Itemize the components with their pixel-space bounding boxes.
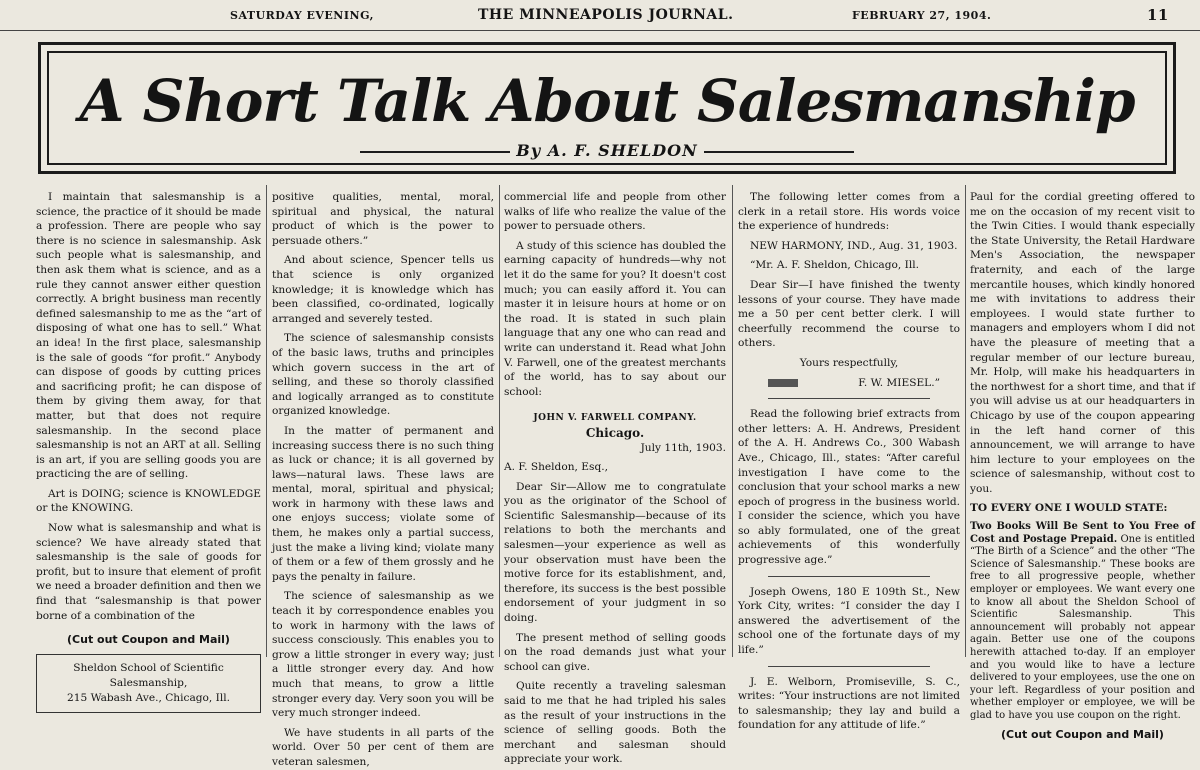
masthead-day: SATURDAY EVENING, xyxy=(230,9,374,22)
byline: By A. F. SHELDON xyxy=(49,141,1165,160)
masthead-date: FEBRUARY 27, 1904. xyxy=(852,9,992,22)
paragraph: Joseph Owens, 180 E 109th St., New York City, writes: “I consider the day I answered the advertisement of the school one of the fortunate days of my life.” xyxy=(738,585,960,657)
paragraph: positive qualities, mental, moral, spiritual and physical, the natural product of which is the power to persuade others.” xyxy=(272,191,494,247)
letter-closing: Yours respectfully, xyxy=(799,356,899,369)
paragraph: Paul for the cordial greeting offered to me on the occasion of my recent visit to the Twin Cities. I would thank especially the State University, the Retail Hardware Men's Association, the newspaper fraternity, and each of the large mercantile houses, which kindly honored me with invitations to address their employees. I would state further to managers and employers whom I did not have the pleasure of meeting that a regular member of our lecture bureau, Mr. Holp, will make his headquarters in the northwest for a short time, and that if you will advise us at our headquarters in Chicago by use of the coupon appearing in the left hand corner of this announcement, we will arrange to have him lecture to your employees on the science of salesmanship, without cost to you. xyxy=(970,191,1195,495)
paragraph: Art is DOING; science is KNOWLEDGE or the KNOWING. xyxy=(36,487,261,515)
column-rule xyxy=(965,185,966,657)
headline-banner xyxy=(38,42,1176,174)
offer-lead: Two Books Will Be Sent to You Free of Cost and Postage Prepaid. xyxy=(970,521,1195,545)
paragraph: commercial life and people from other walks of life who realize the value of the power to persuade others. xyxy=(504,191,726,233)
coupon-title-right: (Cut out Coupon and Mail) xyxy=(1001,727,1164,741)
page-number: 11 xyxy=(1147,6,1169,24)
coupon-address-line: 215 Wabash Ave., Chicago, Ill. xyxy=(67,691,230,704)
offer-paragraph xyxy=(970,521,1195,723)
divider xyxy=(768,576,930,577)
paragraph: Quite recently a traveling salesman said to me that he had tripled his sales as the result of your instructions in the science of selling goods. Both the merchant and salesman should appreciate your work. xyxy=(504,680,726,766)
column-rule xyxy=(266,185,267,657)
signature: F. W. MIESEL.” xyxy=(858,376,940,389)
column-1 xyxy=(36,190,261,704)
section-heading: TO EVERY ONE I WOULD STATE: xyxy=(970,502,1168,515)
paragraph: Dear Sir—Allow me to congratulate you as the originator of the School of Scientific Salesmanship—because of its relations to both the merchants and salesmen—your experience as well as your observation must have been the motive force for its establishment, and, therefore, its success is the best possible endorsement of your judgment in so doing. xyxy=(504,480,726,625)
ink-blot xyxy=(768,379,798,387)
column-rule xyxy=(732,185,733,657)
coupon-left[interactable] xyxy=(36,654,261,713)
paragraph: Dear Sir—I have finished the twenty lessons of your course. They have made me a 50 per cent better clerk. I will cheerfully recommend the course to others. xyxy=(738,278,960,350)
offer-text: One is entitled “The Birth of a Science” and the other “The Science of Salesmanship.” These books are free to all progressive people, whether employer or employees. We want every one to know all about the Sheldon School of Scientific Salesmanship. This announcement will probably not appear again. Better use one of the coupons herewith attached to-day. If an employer and you would like to have a lecture delivered to your employees, use the one on your left. Regardless of your position and whether employer or employee, we will be glad to have you use coupon on the right. xyxy=(970,533,1196,721)
paragraph: The science of salesmanship consists of the basic laws, truths and principles which govern success in the art of selling, and these so thoroly classified and logically arranged as to constitute organized knowledge. xyxy=(272,332,494,418)
column-4 xyxy=(738,190,960,732)
masthead-title: THE MINNEAPOLIS JOURNAL. xyxy=(478,7,734,23)
masthead xyxy=(0,0,1200,31)
divider xyxy=(768,398,930,399)
coupon-title-left: (Cut out Coupon and Mail) xyxy=(67,633,230,647)
paragraph: A study of this science has doubled the earning capacity of hundreds—why not let it do the same for you? It doesn't cost much; you can easily afford it. You can master it in leisure hours at home or on the road. It is stated in such plain language that any one who can read and write can understand it. Read what John V. Farwell, one of the greatest merchants of the world, has to say about our school: xyxy=(504,239,726,398)
paragraph: We have students in all parts of the world. Over 50 per cent of them are veteran salesmen, xyxy=(272,726,494,768)
letter-salutation: A. F. Sheldon, Esq., xyxy=(504,461,608,474)
letter-addressee: “Mr. A. F. Sheldon, Chicago, Ill. xyxy=(750,259,919,272)
coupon-address-line: Sheldon School of Scientific Salesmanship, xyxy=(73,661,224,689)
paragraph: In the matter of permanent and increasing success there is no such thing as luck or chance; it is all governed by laws—natural laws. These laws are mental, moral, spiritual and physical; work in harmony with these laws and one enjoys success; violate some of them, he makes only a partial success, just the make a living kind; violate many of them or a few of them grossly and he pays the penalty in failure. xyxy=(272,424,494,583)
paragraph: The present method of selling goods on the road demands just what your school can give. xyxy=(504,631,726,673)
letterhead-firm: JOHN V. FARWELL COMPANY. xyxy=(533,413,697,424)
banner-inner-frame xyxy=(47,51,1167,165)
column-2 xyxy=(272,190,494,768)
column-5 xyxy=(970,190,1196,741)
headline: A Short Talk About Salesmanship xyxy=(79,67,1135,135)
paragraph: I maintain that salesmanship is a science, the practice of it should be made a profession. There are people who say there is no science in salesmanship. Ask such people what is salesmanship, and then ask them what is science, and as a rule they cannot answer either question correctly. A bright business man recently defined salesmanship to me as the “art of disposing of what one has to sell.” What an idea! In the first place, salesmanship is the sale of goods “for profit.” Anybody can dispose of goods by cutting prices and sacrificing profit; he can dispose of them by giving them away, for that matter, but that does not require salesmanship. In the second place salesmanship is not an ART at all. Selling is an art, if you are selling goods you are practicing the are of selling. xyxy=(36,191,261,481)
paragraph: And about science, Spencer tells us that science is only organized knowledge; it is knowledge which has been classified, co-ordinated, logically arranged and severely tested. xyxy=(272,254,494,325)
column-3 xyxy=(504,190,726,766)
paragraph: Now what is salesmanship and what is science? We have already stated that salesmanship is the sale of goods for profit, but to insure that element of profit we need a broader definition and then we find that “salesmanship is that power borne of a combination of the xyxy=(36,522,261,622)
paragraph: Read the following brief extracts from other letters: A. H. Andrews, President of the A. H. Andrews Co., 300 Wabash Ave., Chicago, Ill., states: “After careful investigation I have come to the conclusion that your school marks a new epoch of progress in the business world. I consider the science, which you have so ably formulated, one of the great achievements of this wonderfully progressive age.” xyxy=(738,408,960,567)
letter-date: July 11th, 1903. xyxy=(640,441,726,454)
paragraph: The science of salesmanship as we teach it by correspondence enables you to work in harmony with the laws of success consciously. This enables you to grow a little stronger in every way; just a little stronger every day. And how much that means, to grow a little stronger every day. Very soon you will be very much stronger indeed. xyxy=(272,590,494,720)
letterhead-city: Chicago. xyxy=(585,425,645,440)
paragraph: J. E. Welborn, Promiseville, S. C., writes: “Your instructions are not limited to salesmanship; they lay and build a foundation for any attitude of life.” xyxy=(738,675,960,732)
column-rule xyxy=(499,185,500,657)
divider xyxy=(768,666,930,667)
paragraph: The following letter comes from a clerk in a retail store. His words voice the experience of hundreds: xyxy=(738,191,960,233)
letter-place: NEW HARMONY, IND., Aug. 31, 1903. xyxy=(750,239,958,252)
signature-line xyxy=(738,376,960,391)
